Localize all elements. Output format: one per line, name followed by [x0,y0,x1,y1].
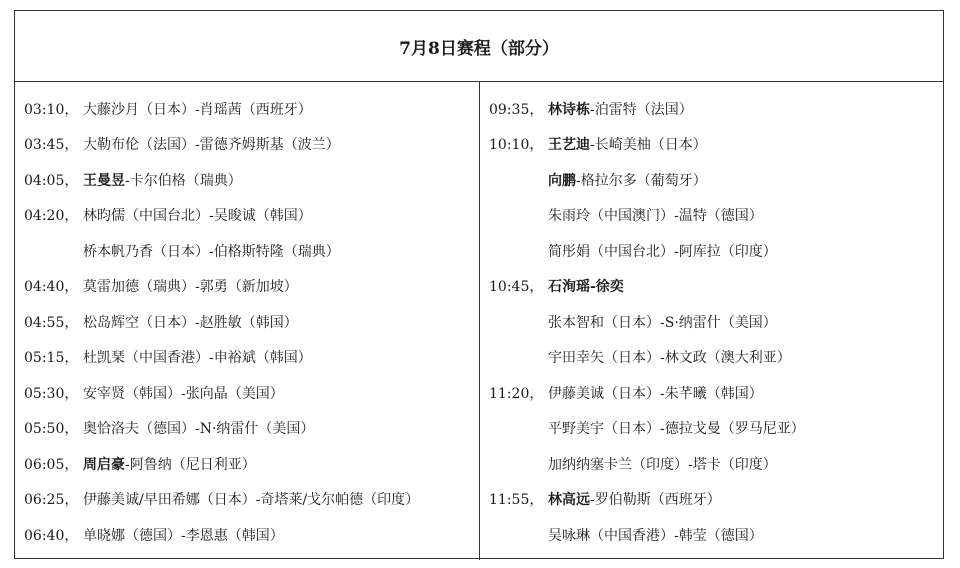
schedule-row [15,127,479,163]
opponent-text: 杜凯琹（中国香港）-申裕斌（韩国） [83,350,312,367]
right-column [480,82,943,560]
match-players [548,347,791,367]
match-time: 11:55， [489,492,544,509]
highlighted-player: 王曼昱 [83,172,125,189]
schedule-row [15,198,479,234]
opponent-text: 大藤沙月（日本）-肖瑶茜（西班牙） [83,101,312,118]
opponent-text: 松岛辉空（日本）-赵胜敏（韩国） [83,314,298,331]
highlighted-player: 王艺迪 [548,137,590,154]
match-time: 04:55， [24,314,79,331]
opponent-text: 伊藤美诚（日本）-朱芊曦（韩国） [548,385,763,402]
match-players [83,454,256,474]
match-time: 06:40， [24,527,79,544]
schedule-row [15,233,479,269]
match-players [548,99,693,119]
schedule-row [480,233,943,269]
schedule-row [480,91,943,127]
match-time: 09:35， [489,101,544,118]
opponent-text: 林昀儒（中国台北）-吴晙诚（韩国） [83,208,312,225]
opponent-text: 单晓娜（德国）-李恩惠（韩国） [83,527,284,544]
schedule-row [480,198,943,234]
match-players [83,99,312,119]
schedule-row [15,91,479,127]
match-time: 03:10， [24,101,79,118]
schedule-row [15,517,479,553]
match-players [548,205,763,225]
opponent-text: 宇田幸矢（日本）-林文政（澳大利亚） [548,350,791,367]
opponent-text: 平野美宇（日本）-德拉戈曼（罗马尼亚） [548,421,805,438]
opponent-text: 大勒布伦（法国）-雷德齐姆斯基（波兰） [83,137,340,154]
schedule-row [15,304,479,340]
highlighted-player: 向鹏 [548,172,576,189]
match-players [548,489,721,509]
match-players [83,383,284,403]
schedule-row [15,446,479,482]
match-time: 10:45， [489,279,544,296]
highlighted-player: 林高远 [548,492,590,509]
match-players [548,454,777,474]
opponent-text: 张本智和（日本）-S·纳雷什（美国） [548,314,777,331]
match-time: 05:50， [24,421,79,438]
schedule-row [15,375,479,411]
opponent-text: 伊藤美诚/早田希娜（日本）-奇塔莱/戈尔帕德（印度） [83,492,420,509]
schedule-row [480,375,943,411]
schedule-row [480,127,943,163]
match-players [83,170,242,190]
match-players [83,418,314,438]
opponent-text: 吴咏琳（中国香港）-韩莹（德国） [548,527,763,544]
match-time: 06:25， [24,492,79,509]
match-time: 05:15， [24,350,79,367]
schedule-row [480,446,943,482]
opponent-text: 莫雷加德（瑞典）-郭勇（新加坡） [83,279,298,296]
match-players [83,312,298,332]
highlighted-player: 林诗栋 [548,101,590,118]
left-column [15,82,480,560]
opponent-text: 简彤娟（中国台北）-阿库拉（印度） [548,243,777,260]
schedule-row [480,340,943,376]
match-players [548,170,707,190]
match-players [83,134,340,154]
opponent-text: -卡尔伯格（瑞典） [125,172,242,189]
match-players [548,134,707,154]
match-players [548,312,777,332]
opponent-text: -泊雷特（法国） [590,101,693,118]
opponent-text: 奥恰洛夫（德国）-N·纳雷什（美国） [83,421,315,438]
match-players [83,205,312,225]
match-time: 03:45， [24,137,79,154]
schedule-row [15,411,479,447]
schedule-row [15,269,479,305]
match-players [83,489,419,509]
opponent-text: 加纳纳塞卡兰（印度）-塔卡（印度） [548,456,777,473]
match-players [548,276,624,296]
match-players [548,525,763,545]
schedule-row [15,162,479,198]
opponent-text: 安宰贤（韩国）-张向晶（美国） [83,385,284,402]
opponent-text: 桥本帆乃香（日本）-伯格斯特隆（瑞典） [83,243,340,260]
schedule-row [480,269,943,305]
schedule-row [15,482,479,518]
schedule-row [480,162,943,198]
match-time: 06:05， [24,456,79,473]
match-time: 04:20， [24,208,79,225]
match-time: 05:30， [24,385,79,402]
match-players [83,347,312,367]
match-players [83,276,298,296]
schedule-title: 7月8日赛程（部分） [15,11,943,82]
schedule-row [480,482,943,518]
match-players [83,525,284,545]
match-players [548,241,777,261]
match-players [83,241,340,261]
match-time: 04:40， [24,279,79,296]
opponent-text: 朱雨玲（中国澳门）-温特（德国） [548,208,763,225]
match-players [548,418,805,438]
match-time: 10:10， [489,137,544,154]
opponent-text: -长崎美柚（日本） [590,137,707,154]
schedule-row [480,411,943,447]
schedule-row [15,340,479,376]
opponent-text: -阿鲁纳（尼日利亚） [125,456,256,473]
match-time: 04:05， [24,172,79,189]
opponent-text: -罗伯勒斯（西班牙） [590,492,721,509]
match-time: 11:20， [489,385,544,402]
match-players [548,383,763,403]
schedule-row [480,304,943,340]
schedule-body [15,82,943,560]
opponent-text: -格拉尔多（葡萄牙） [576,172,707,189]
highlighted-player: 石洵瑶-徐奕 [548,279,624,296]
highlighted-player: 周启豪 [83,456,125,473]
schedule-row [480,517,943,553]
schedule-table [14,10,944,559]
